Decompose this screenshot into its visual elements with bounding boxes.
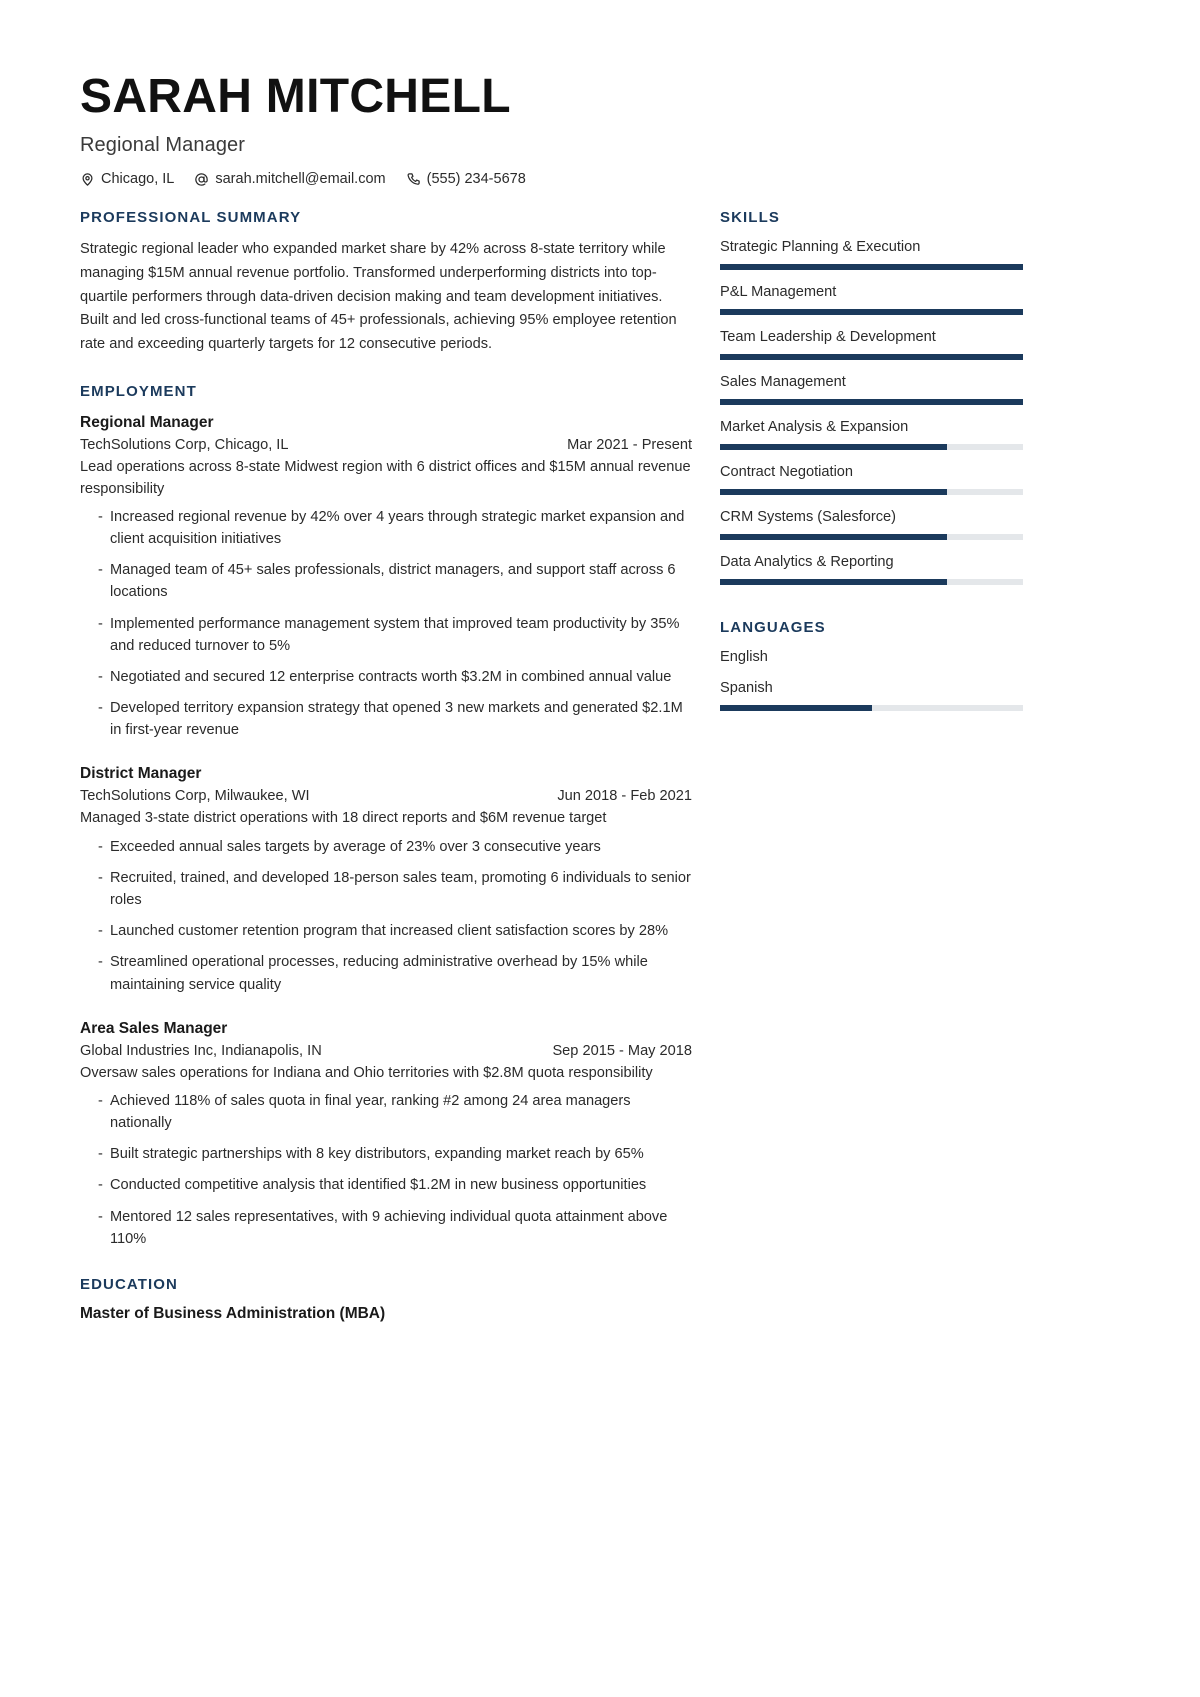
skill-row [720,418,1120,450]
language-row [720,648,1120,667]
skill-label: Contract Negotiation [720,464,854,481]
skill-label: CRM Systems (Salesforce) [720,509,896,526]
summary-text: Strategic regional leader who expanded market share by 42% across 8-state territory while managing $15M annual revenue portfolio. Transformed underperforming districts into top-quartile performers through data-driven decision making and team development initiatives. Built and led cross-functional teams of 45+ professionals, achieving 95% employee retention rate and exceeding quarterly targets for 12 consecutive periods. [80,241,677,352]
job-bullet: - Developed territory expansion strategy that opened 3 new markets and generated $2.1M in first-year revenue [80,697,692,741]
contact-location [80,171,174,187]
skill-label: Data Analytics & Reporting [720,554,894,571]
skill-label: Strategic Planning & Execution [720,239,921,256]
skill-label: P&L Management [720,284,837,301]
skill-bar-track [720,399,1023,405]
job-bullet-list [80,1090,692,1250]
job-bullet: - Negotiated and secured 12 enterprise contracts worth $3.2M in combined annual value [80,666,692,688]
skill-label: Sales Management [720,374,846,391]
skill-bar-track [720,534,1023,540]
section-professional-summary [80,209,692,356]
contact-phone [406,171,526,187]
contact-row [80,171,1120,187]
skill-bar-fill [720,354,1023,360]
job-bullet: - Streamlined operational processes, reducing administrative overhead by 15% while maintaining service quality [80,951,692,995]
skill-bar-fill [720,444,947,450]
skill-bar-fill [720,309,1023,315]
skill-label: Market Analysis & Expansion [720,419,909,436]
job-dates: Jun 2018 - Feb 2021 [557,788,692,805]
job-dates: Mar 2021 - Present [567,436,692,453]
job-title: District Manager [80,765,202,783]
skill-row [720,328,1120,360]
job-bullet-list [80,506,692,742]
skill-bar-fill [720,534,947,540]
job-title: Area Sales Manager [80,1019,228,1037]
employment-entry [80,414,692,742]
location-pin-icon [80,172,95,187]
employment-entry [80,765,692,995]
skill-bar-track [720,444,1023,450]
education-degree: Master of Business Administration (MBA) [80,1304,386,1322]
skill-label: Team Leadership & Development [720,329,936,346]
job-bullet: - Increased regional revenue by 42% over 4 years through strategic market expansion and client acquisition initiatives [80,506,692,550]
contact-location-text: Chicago, IL [101,171,175,188]
candidate-headline: Regional Manager [80,134,246,157]
section-title-education: EDUCATION [80,1275,178,1293]
skill-bar-fill [720,579,947,585]
job-company: TechSolutions Corp, Chicago, IL [80,436,289,453]
job-meta [80,1043,692,1059]
employment-entry [80,1020,692,1250]
job-company: Global Industries Inc, Indianapolis, IN [80,1042,322,1059]
section-skills [720,209,1120,585]
email-at-icon [194,172,209,187]
language-bar-fill [720,705,872,711]
skill-bar-track [720,489,1023,495]
job-description: Managed 3-state district operations with 18 direct reports and $6M revenue target [80,810,607,827]
language-row [720,679,1120,711]
job-bullet: - Launched customer retention program that increased client satisfaction scores by 28% [80,920,692,942]
skill-bar-fill [720,264,1023,270]
job-description: Oversaw sales operations for Indiana and Ohio territories with $2.8M quota responsibility [80,1064,653,1081]
skill-row [720,463,1120,495]
skill-bar-fill [720,489,947,495]
job-bullet: - Built strategic partnerships with 8 key distributors, expanding market reach by 65% [80,1143,692,1165]
language-label: Spanish [720,680,773,697]
section-title-employment: EMPLOYMENT [80,382,197,400]
skill-row [720,283,1120,315]
skill-bar-track [720,264,1023,270]
job-bullet: - Managed team of 45+ sales professionals, district managers, and support staff across 6 locations [80,559,692,603]
skill-bar-track [720,354,1023,360]
job-title: Regional Manager [80,413,214,431]
job-bullet: - Implemented performance management system that improved team productivity by 35% and reduced turnover to 5% [80,613,692,657]
language-bar-track [720,705,1023,711]
contact-email-text: sarah.mitchell@email.com [215,171,386,188]
section-title-languages: LANGUAGES [720,619,826,637]
language-label: English [720,649,768,666]
skill-row [720,238,1120,270]
skill-row [720,553,1120,585]
section-languages [720,619,1120,711]
contact-phone-text: (555) 234-5678 [426,171,526,188]
skill-row [720,373,1120,405]
section-title-summary: PROFESSIONAL SUMMARY [80,209,302,227]
job-bullet: - Recruited, trained, and developed 18-person sales team, promoting 6 individuals to senior roles [80,867,692,911]
resume-header [80,72,1120,187]
section-title-skills: SKILLS [720,209,780,227]
skill-bar-fill [720,399,1023,405]
job-meta [80,788,692,804]
job-meta [80,437,692,453]
skill-bar-track [720,309,1023,315]
skill-row [720,508,1120,540]
job-company: TechSolutions Corp, Milwaukee, WI [80,788,310,805]
contact-email [194,171,385,187]
job-bullet: - Exceeded annual sales targets by average of 23% over 3 consecutive years [80,836,692,858]
sidebar-column [720,209,1120,745]
phone-icon [406,172,421,187]
candidate-name: SARAH MITCHELL [80,70,511,123]
main-column [80,209,692,1349]
resume-body [80,209,1120,1349]
section-education [80,1276,692,1323]
job-bullet: - Mentored 12 sales representatives, with 9 achieving individual quota attainment above 110% [80,1206,692,1250]
job-bullet: - Conducted competitive analysis that identified $1.2M in new business opportunities [80,1174,692,1196]
job-dates: Sep 2015 - May 2018 [552,1042,692,1059]
section-employment [80,383,692,1250]
job-description: Lead operations across 8-state Midwest region with 6 district offices and $15M annual revenue responsibility [80,458,691,497]
skill-bar-track [720,579,1023,585]
job-bullet-list [80,836,692,996]
job-bullet: - Achieved 118% of sales quota in final year, ranking #2 among 24 area managers nationally [80,1090,692,1134]
